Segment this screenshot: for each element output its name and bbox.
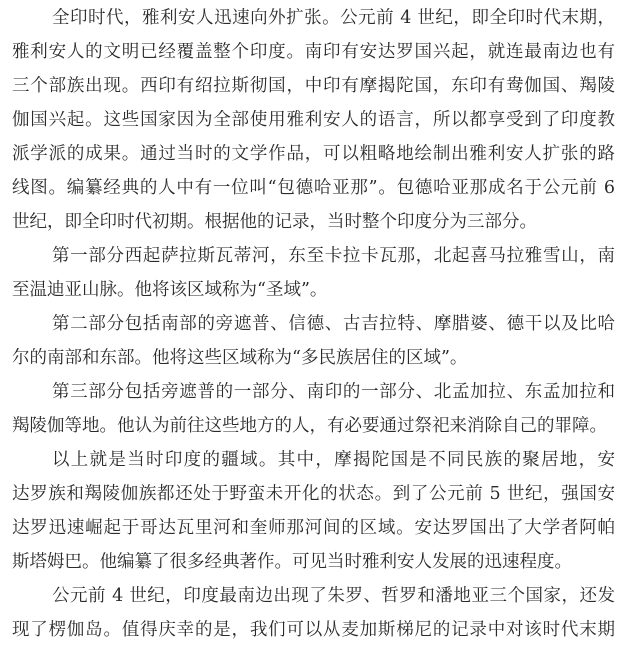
paragraph [12, 579, 615, 647]
text-line: 三个部族出现。西印有绍拉斯彻国，中印有摩揭陀国，东印有鸯伽国、羯陵 [12, 76, 615, 96]
text-line: 至温迪亚山脉。他将该区域称为“圣域”。 [12, 280, 328, 300]
text-line: 尔的南部和东部。他将这些区域称为“多民族居住的区域”。 [12, 348, 468, 368]
text-line: 派学派的成果。通过当时的文学作品，可以粗略地绘制出雅利安人扩张的路 [12, 144, 615, 164]
paragraph [12, 239, 615, 307]
paragraph [12, 443, 615, 579]
text-line: 羯陵伽等地。他认为前往这些地方的人，有必要通过祭祀来消除自己的罪障。 [12, 416, 607, 436]
text-line: 第二部分包括南部的旁遮普、信德、古吉拉特、摩腊婆、德干以及比哈 [52, 314, 615, 334]
text-line: 伽国兴起。这些国家因为全部使用雅利安人的语言，所以都享受到了印度教 [12, 110, 615, 130]
text-line: 线图。编纂经典的人中有一位叫“包德哈亚那”。包德哈亚那成名于公元前 6 [12, 178, 615, 198]
text-line: 雅利安人的文明已经覆盖整个印度。南印有安达罗国兴起，就连最南边也有 [12, 42, 615, 62]
text-line: 达罗迅速崛起于哥达瓦里河和奎师那河间的区域。安达罗国出了大学者阿帕 [12, 518, 615, 538]
text-line: 达罗族和羯陵伽族都还处于野蛮未开化的状态。到了公元前 5 世纪，强国安 [12, 484, 615, 504]
paragraph [12, 307, 615, 375]
text-line: 世纪，即全印时代初期。根据他的记录，当时整个印度分为三部分。 [12, 212, 537, 232]
text-line: 现了楞伽岛。值得庆幸的是，我们可以从麦加斯梯尼的记录中对该时代末期 [12, 620, 615, 640]
text-line: 第三部分包括旁遮普的一部分、南印的一部分、北孟加拉、东孟加拉和 [52, 382, 615, 402]
paragraph [12, 1, 615, 239]
text-line: 斯塔姆巴。他编纂了很多经典著作。可见当时雅利安人发展的迅速程度。 [12, 552, 572, 572]
paragraph [12, 375, 615, 443]
text-line: 以上就是当时印度的疆域。其中，摩揭陀国是不同民族的聚居地，安 [52, 450, 615, 470]
text-line: 第一部分西起萨拉斯瓦蒂河，东至卡拉卡瓦那，北起喜马拉雅雪山，南 [52, 246, 615, 266]
text-line: 公元前 4 世纪，印度最南边出现了朱罗、哲罗和潘地亚三个国家，还发 [52, 586, 615, 606]
text-line: 全印时代，雅利安人迅速向外扩张。公元前 4 世纪，即全印时代末期， [52, 8, 615, 28]
